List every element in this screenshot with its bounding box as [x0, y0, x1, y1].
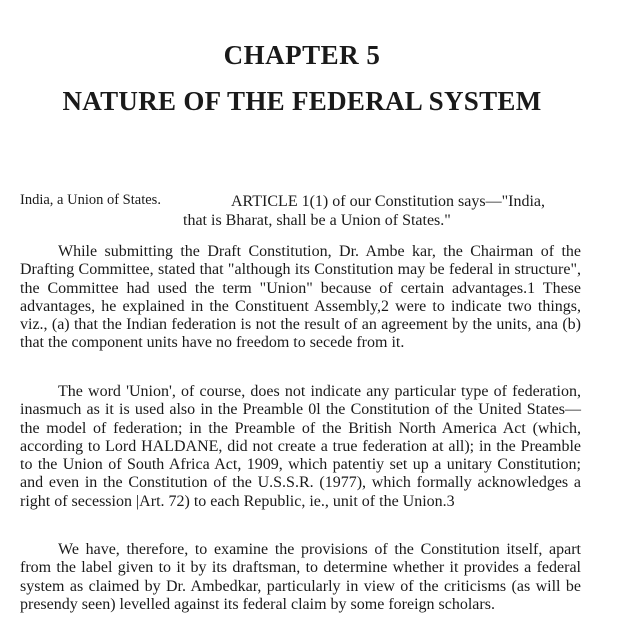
paragraph-1: While submitting the Draft Constitution, Dr. Ambe kar, the Chairman of the Drafting Committee, stated that "although its Constitution may be federal in structure", the Committee had used the term "Union" because of certain advantages.1 These advantages, he explained in the Constituent Assembly,2 were to indicate two things, viz., (a) that the Indian federation is not the result of an agreement by the units, ana (b) that the component units have no freedom to secede from it.: [20, 243, 581, 352]
chapter-number: CHAPTER 5: [223, 40, 381, 70]
margin-note: India, a Union of States.: [20, 192, 161, 208]
article-lead: [183, 192, 581, 230]
article-lead-line-2: that is Bharat, shall be a Union of States.": [183, 212, 451, 229]
paragraph-3: We have, therefore, to examine the provisions of the Constitution itself, apart from the label given to it by its draftsman, to determine whether it provides a federal system as claimed by Dr. Ambedkar, particularly in view of the criticisms (as will be presendy seen) levelled against its federal claim by some foreign scholars.: [20, 541, 581, 613]
chapter-title: NATURE OF THE FEDERAL SYSTEM: [62, 86, 542, 116]
paragraph-2: The word 'Union', of course, does not indicate any particular type of federation, inasmuch as it is used also in the Preamble 0l the Constitution of the United States—the model of federation; in the Preamble of the British North America Act (which, according to Lord HALDANE, did not create a true federation at all); in the Preamble to the Union of South Africa Act, 1909, which patentiy set up a unitary Constitution; and even in the Constitution of the U.S.S.R. (1977), which formally acknowledges a right of secession |Art. 72) to each Republic, ie., unit of the Union.3: [20, 383, 581, 510]
article-lead-line-1: ARTICLE 1(1) of our Constitution says—"India,: [231, 193, 545, 210]
